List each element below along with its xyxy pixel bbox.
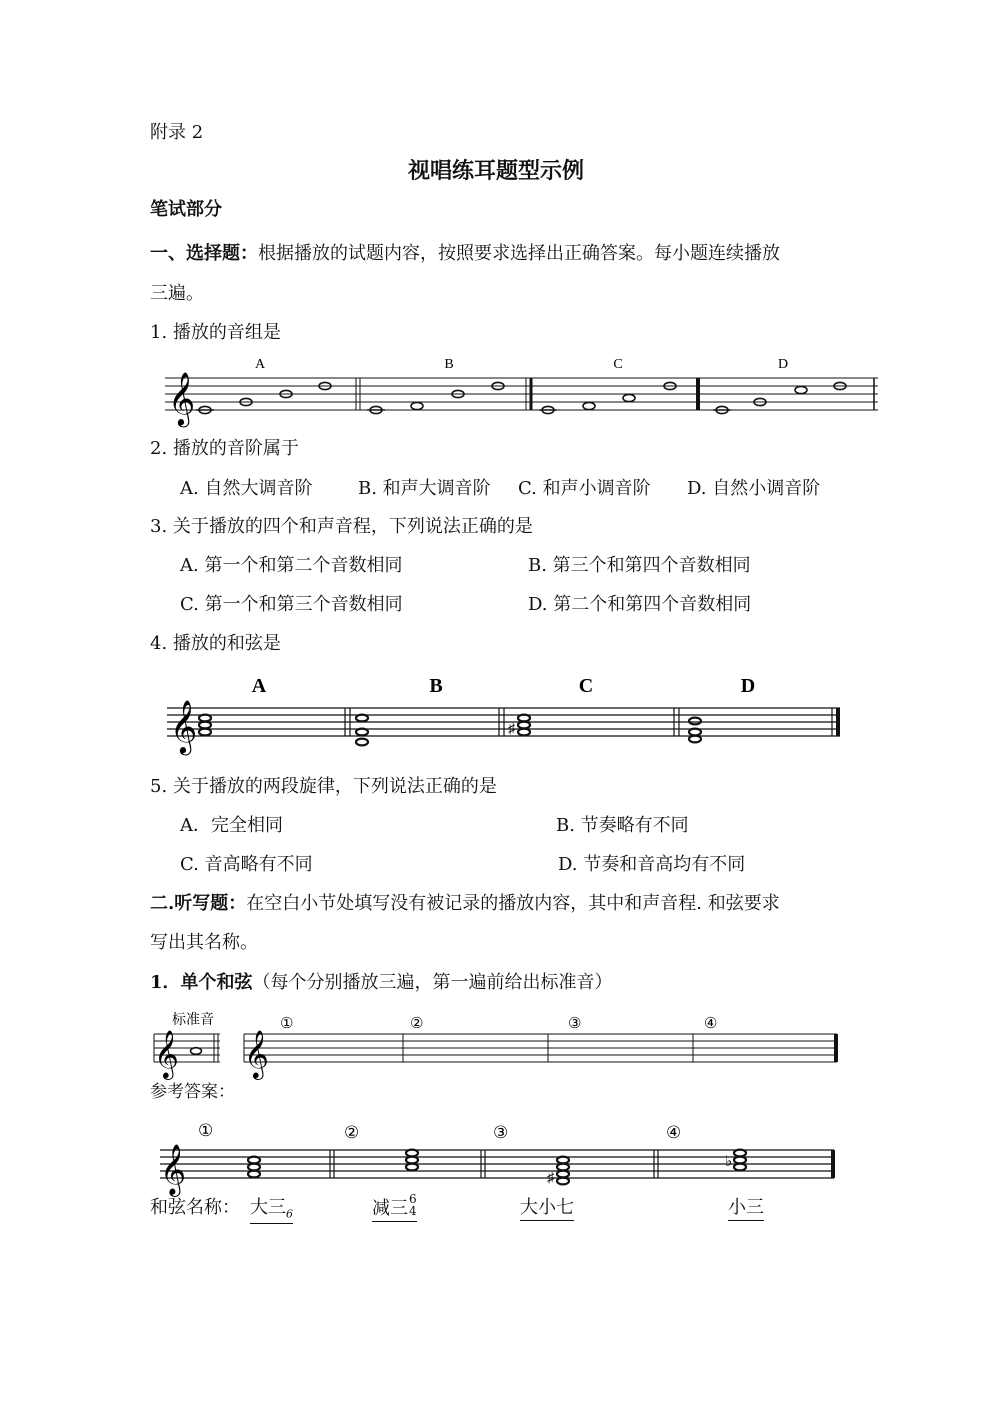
dictation-staff xyxy=(240,1012,840,1078)
sub1-heading: 1．单个和弦 xyxy=(150,972,253,993)
q4-option-d: D xyxy=(740,675,756,697)
part1-heading: 一、选择题： xyxy=(150,243,258,264)
part2-instruction xyxy=(150,895,780,913)
chord-name-2-text: 减三 xyxy=(372,1198,408,1219)
answer-measure-number-4: ④ xyxy=(666,1123,682,1142)
chord-name-2-figure-top: 6 xyxy=(409,1192,417,1206)
part1-instruction-line2: 三遍。 xyxy=(150,283,204,304)
chord-name-2-figure-bottom: 4 xyxy=(409,1204,417,1218)
q1-option-b: B xyxy=(444,357,454,372)
part2-heading-prefix: 二. xyxy=(150,893,175,914)
q3-option-d: D. 第二个和第四个音数相同 xyxy=(528,594,752,615)
appendix-label: 附录 2 xyxy=(150,122,204,143)
q4-option-a: A xyxy=(251,675,267,697)
sharp-icon: ♯ xyxy=(508,722,515,737)
treble-clef-icon: 𝄞 xyxy=(168,373,196,424)
q4-option-b: B xyxy=(429,675,443,697)
q2-option-d: D. 自然小调音阶 xyxy=(687,478,821,499)
answer-measure-number-3: ③ xyxy=(493,1123,509,1142)
page-title: 视唱练耳题型示例 xyxy=(407,158,584,184)
chord-name-4-text: 小三 xyxy=(728,1199,764,1221)
treble-clef-icon: 𝄞 xyxy=(160,1145,187,1194)
treble-clef-icon: 𝄞 xyxy=(244,1032,269,1078)
measure-number-4: ④ xyxy=(704,1016,718,1032)
q3-option-a: A. 第一个和第二个音数相同 xyxy=(180,555,403,576)
part2-instruction-line1: 在空白小节处填写没有被记录的播放内容，其中和声音程. 和弦要求 xyxy=(246,893,780,914)
measure-number-2: ② xyxy=(410,1016,424,1032)
chord-name-1-text: 大三 xyxy=(250,1197,286,1218)
answer-staff xyxy=(156,1118,840,1194)
q5-text: 5. 关于播放的两段旋律，下列说法正确的是 xyxy=(150,776,497,797)
chord-name-2 xyxy=(372,1192,417,1222)
flat-icon: ♭ xyxy=(725,1154,733,1170)
q1-staff xyxy=(160,352,885,424)
q5-option-b: B. 节奏略有不同 xyxy=(556,815,689,836)
standard-tone-staff xyxy=(150,1008,230,1078)
q3-text: 3. 关于播放的四个和声音程，下列说法正确的是 xyxy=(150,516,533,537)
q5-option-c: C. 音高略有不同 xyxy=(180,854,313,875)
q2-text: 2. 播放的音阶属于 xyxy=(150,438,299,459)
section-written: 笔试部分 xyxy=(150,199,222,220)
q2-option-a: A. 自然大调音阶 xyxy=(180,478,313,499)
q3-option-b: B. 第三个和第四个音数相同 xyxy=(528,555,751,576)
q2-option-c: C. 和声小调音阶 xyxy=(518,478,651,499)
q2-option-b: B. 和声大调音阶 xyxy=(358,478,491,499)
q4-staff xyxy=(162,672,847,754)
chord-name-3-text: 大小七 xyxy=(520,1199,574,1221)
standard-tone-label: 标准音 xyxy=(172,1013,214,1028)
part2-heading: 听写题： xyxy=(174,893,247,914)
treble-clef-icon: 𝄞 xyxy=(154,1032,179,1078)
q4-option-c: C xyxy=(578,675,594,697)
answer-measure-number-2: ② xyxy=(344,1123,360,1142)
measure-number-1: ① xyxy=(280,1016,294,1032)
chord-name-1 xyxy=(250,1199,293,1224)
sharp-icon: ♯ xyxy=(547,1171,554,1186)
q1-option-d: D xyxy=(777,357,789,372)
q1-option-c: C xyxy=(613,357,623,372)
chord-name-label: 和弦名称： xyxy=(150,1197,240,1218)
q1-option-a: A xyxy=(254,357,266,372)
part1-instruction-line1: 根据播放的试题内容，按照要求选择出正确答案。每小题连续播放 xyxy=(258,243,780,264)
chord-name-3 xyxy=(520,1199,574,1221)
chord-name-1-figure: 6 xyxy=(286,1207,293,1221)
q3-option-c: C. 第一个和第三个音数相同 xyxy=(180,594,403,615)
part2-instruction-line2: 写出其名称。 xyxy=(150,932,258,953)
reference-answer-label: 参考答案： xyxy=(150,1082,235,1102)
answer-measure-number-1: ① xyxy=(198,1121,214,1140)
part1-instruction xyxy=(150,245,780,263)
chord-name-4 xyxy=(728,1199,764,1221)
q5-option-d: D. 节奏和音高均有不同 xyxy=(558,854,746,875)
sub1-note: （每个分别播放三遍，第一遍前给出标准音） xyxy=(252,972,613,993)
q1-text: 1. 播放的音组是 xyxy=(150,322,281,343)
q4-text: 4. 播放的和弦是 xyxy=(150,633,281,654)
measure-number-3: ③ xyxy=(568,1016,582,1032)
q5-option-a: A．完全相同 xyxy=(180,815,283,836)
treble-clef-icon: 𝄞 xyxy=(170,701,198,752)
sub1-line xyxy=(150,974,613,992)
